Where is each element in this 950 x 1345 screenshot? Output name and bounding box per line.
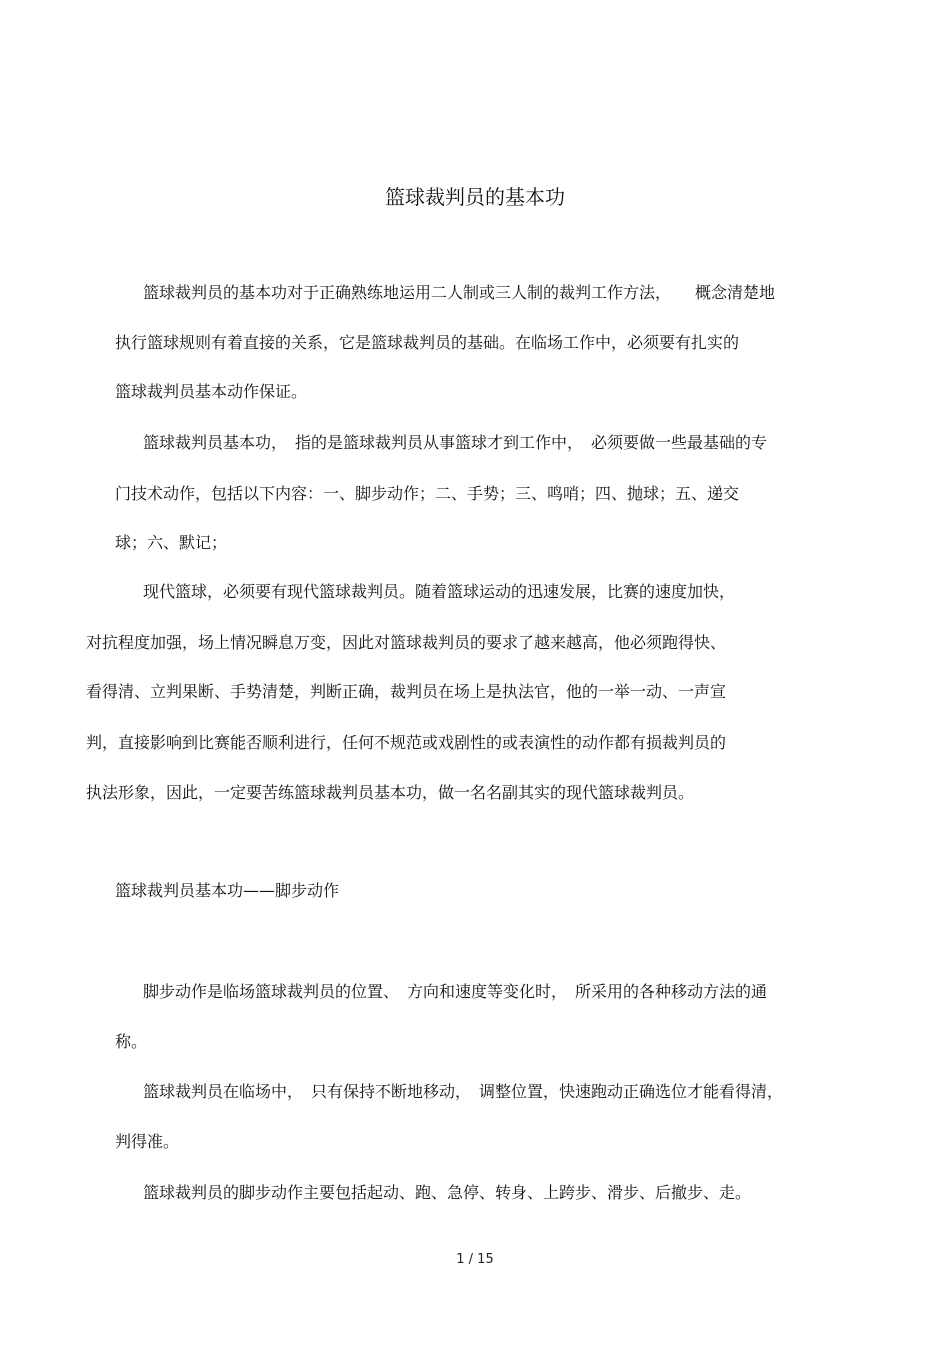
paragraph-1-line-3: 篮球裁判员基本动作保证。: [115, 382, 308, 401]
paragraph-1-line-1: 篮球裁判员的基本功对于正确熟练地运用二人制或三人制的裁判工作方法， 概念清楚地: [143, 283, 776, 302]
paragraph-3-line-2: 对抗程度加强，场上情况瞬息万变，因此对篮球裁判员的要求了越来越高，他必须跑得快、: [86, 633, 727, 652]
paragraph-5-line-2: 判得准。: [115, 1132, 180, 1151]
paragraph-2-line-3: 球；六、默记；: [115, 533, 228, 552]
paragraph-2-line-2: 门技术动作，包括以下内容：一、脚步动作；二、手势；三、鸣哨；四、抛球；五、递交: [115, 484, 740, 503]
paragraph-3-line-3: 看得清、立判果断、手势清楚，判断正确，裁判员在场上是执法官，他的一举一动、一声宣: [86, 682, 727, 701]
paragraph-6-line-1: 篮球裁判员的脚步动作主要包括起动、跑、急停、转身、上跨步、滑步、后撤步、走。: [143, 1183, 752, 1202]
paragraph-4-line-2: 称。: [115, 1032, 148, 1051]
paragraph-3-line-1: 现代篮球，必须要有现代篮球裁判员。随着篮球运动的迅速发展，比赛的速度加快，: [143, 582, 736, 601]
paragraph-3-line-4: 判，直接影响到比赛能否顺利进行，任何不规范或戏剧性的或表演性的动作都有损裁判员的: [86, 733, 727, 752]
paragraph-3-line-5: 执法形象，因此，一定要苦练篮球裁判员基本功，做一名名副其实的现代篮球裁判员。: [86, 783, 695, 802]
paragraph-5-line-1: 篮球裁判员在临场中， 只有保持不断地移动， 调整位置，快速跑动正确选位才能看得清，: [143, 1082, 784, 1101]
paragraph-4-line-1: 脚步动作是临场篮球裁判员的位置、 方向和速度等变化时， 所采用的各种移动方法的通: [143, 982, 768, 1001]
paragraph-2-line-1: 篮球裁判员基本功， 指的是篮球裁判员从事篮球才到工作中， 必须要做一些最基础的专: [143, 433, 768, 452]
document-title: 篮球裁判员的基本功: [385, 185, 565, 209]
section-heading: 篮球裁判员基本功——脚步动作: [115, 881, 340, 900]
page-number: 1 / 15: [456, 1252, 494, 1267]
paragraph-1-line-2: 执行篮球规则有着直接的关系，它是篮球裁判员的基础。在临场工作中，必须要有扎实的: [115, 333, 740, 352]
